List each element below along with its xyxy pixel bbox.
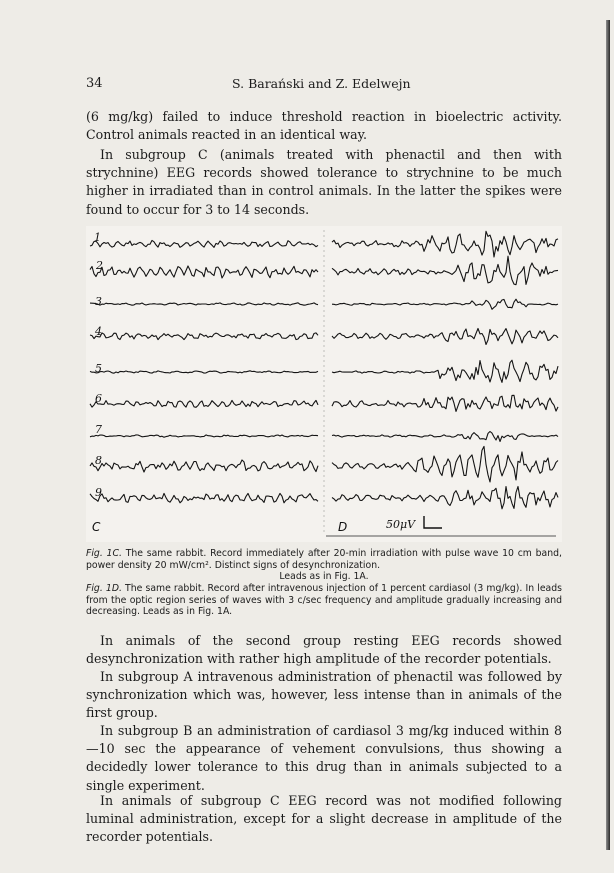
paragraph-second-group: In animals of the second group resting EEG records showed desynchronization with rather high amplitude of the recorder potentials. — [86, 633, 562, 667]
caption-fig-1c — [86, 548, 562, 583]
page-edge-shadow — [606, 20, 610, 850]
lead-number-9: 9 — [95, 486, 102, 499]
caption-1c-leads: Leads as in Fig. 1A. — [279, 571, 369, 583]
page-number: 34 — [86, 76, 103, 91]
eeg-figure — [86, 226, 562, 542]
caption-1d-text: The same rabbit. Record after intravenous injection of 1 percent cardiasol (3 mg/kg). In leads from the optic region series of waves with 3 c/sec frequency and amplitude gradually increasing and decreasing. Leads as in Fig. 1A. — [86, 583, 562, 618]
running-head: S. Barański and Z. Edelwejn — [232, 76, 411, 91]
caption-1c-text: The same rabbit. Record immediately after 20-min irradiation with pulse wave 10 cm band, power density 20 mW/cm². Distinct signs of desynchronization. — [86, 548, 562, 571]
lead-number-3: 3 — [95, 295, 102, 308]
paragraph-subgroup-c: In subgroup C (animals treated with phenactil and then with strychnine) EEG records showed tolerance to strychnine to be much higher in irradiated than in control animals. In the latter the spikes were found to occur for 3 to 14 seconds. — [86, 147, 562, 217]
paragraph-subgroup-b: In subgroup B an administration of cardiasol 3 mg/kg induced within 8—10 sec the appearance of vehement convulsions, thus showing a decidedly lower tolerance to this drug than in animals subjected to a single experiment. — [86, 723, 562, 793]
panel-label-d: D — [338, 520, 348, 534]
eeg-traces-svg — [86, 226, 562, 542]
paragraph-subgroup-a: In subgroup A intravenous administration of phenactil was followed by synchronization which was, however, less intense than in animals of the first group. — [86, 669, 562, 721]
lead-number-8: 8 — [95, 454, 102, 467]
lead-number-1: 1 — [94, 231, 101, 244]
panel-label-c: C — [92, 520, 101, 534]
paragraph-continuation: (6 mg/kg) failed to induce threshold reaction in bioelectric activity. Control animals reacted in an identical way. — [86, 109, 562, 143]
lead-labels — [94, 231, 103, 499]
lead-number-7: 7 — [95, 423, 102, 436]
calibration-label: 50μV — [386, 518, 416, 531]
caption-1c-label: Fig. 1C. — [86, 548, 122, 559]
caption-fig-1d — [86, 583, 562, 618]
lead-number-4: 4 — [95, 325, 102, 338]
paragraph-subgroup-c-luminal: In animals of subgroup C EEG record was not modified following luminal administration, except for a slight decrease in amplitude of the recorder potentials. — [86, 793, 562, 845]
lead-number-6: 6 — [95, 392, 102, 405]
lead-number-5: 5 — [95, 362, 102, 375]
caption-1d-label: Fig. 1D. — [86, 583, 122, 594]
lead-number-2: 2 — [96, 259, 103, 272]
